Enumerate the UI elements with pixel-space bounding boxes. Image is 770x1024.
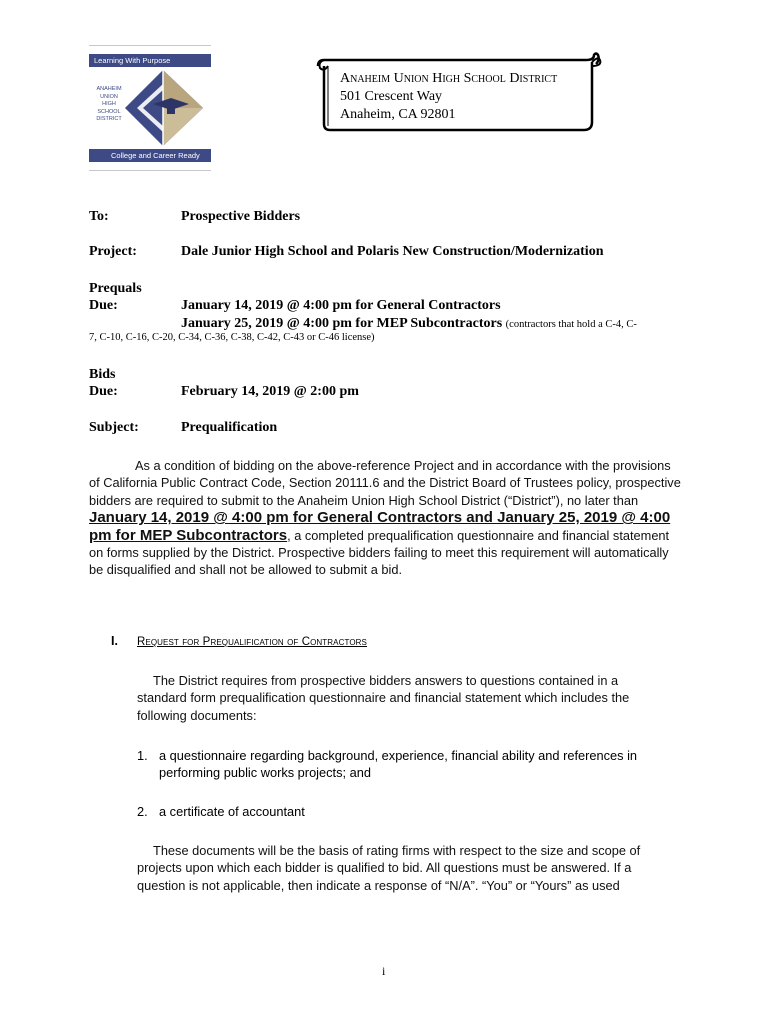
logo-name-line: HIGH <box>102 101 116 107</box>
bids-due-date: February 14, 2019 @ 2:00 pm <box>181 384 359 399</box>
bids-due-label: Due: <box>89 384 118 399</box>
section-title: Request for Prequalification of Contractors <box>137 636 367 648</box>
logo-name-line: UNION <box>100 93 118 100</box>
intro-paragraph <box>89 457 683 579</box>
logo-name-line: ANAHEIM <box>96 86 122 92</box>
bids-label: Bids <box>89 367 116 382</box>
logo-diamond-icon <box>123 68 207 148</box>
basis-paragraph <box>137 842 677 894</box>
section-number: I. <box>111 634 118 648</box>
address-city: Anaheim, CA 92801 <box>340 107 456 122</box>
district-address <box>340 70 557 124</box>
requirements-paragraph <box>137 672 667 724</box>
license-note-end: 7, C-10, C-16, C-20, C-34, C-36, C-38, C-42, C-43 or C-46 license) <box>89 332 375 343</box>
license-note-start: (contractors that hold a C-4, C- <box>505 319 637 330</box>
subject-value: Prequalification <box>181 420 278 435</box>
intro-text-end: , a completed prequalification questionnaire and financial statement on forms supplied by the District. Prospective bidders failing to meet this requirement will automatically be disqualified and shall not be allowed to submit a bid. <box>89 527 670 578</box>
subject-label: Subject: <box>89 420 139 435</box>
list-item-text: a certificate of accountant <box>159 804 305 819</box>
district-logo <box>89 45 211 171</box>
list-item-number: 2. <box>137 804 148 819</box>
prequals-label: Prequals <box>89 281 142 296</box>
list-item-number: 1. <box>137 748 148 763</box>
prequals-mep-text: January 25, 2019 @ 4:00 pm for MEP Subcontractors <box>181 316 503 331</box>
intro-text-start: As a condition of bidding on the above-reference Project and in accordance with the provisions of California Public Contract Code, Section 20111.6 and the District Board of Trustees policy, prospective bidders are required to submit to the Anaheim Union High School District (“District”), no later than <box>89 458 681 508</box>
logo-tagline-top: Learning With Purpose <box>89 54 211 67</box>
prequals-gc-date: January 14, 2019 @ 4:00 pm for General Contractors <box>181 298 501 313</box>
address-organization: Anaheim Union High School District <box>340 71 558 86</box>
deadline-emphasis: January 14, 2019 @ 4:00 pm for General Contractors and January 25, 2019 @ 4:00 pm for MEP Subcontractors <box>89 509 671 544</box>
basis-text: These documents will be the basis of rating firms with respect to the size and scope of projects upon which each bidder is qualified to bid. All questions must be answered. If a question is not applicable, then indicate a response of “N/A”. “You” or “Yours” as used <box>137 843 641 893</box>
requirements-text: The District requires from prospective bidders answers to questions contained in a standard form prequalification questionnaire and financial statement which includes the following documents: <box>137 673 630 723</box>
project-label: Project: <box>89 244 137 259</box>
logo-tagline-bottom: College and Career Ready <box>89 149 211 162</box>
address-street: 501 Crescent Way <box>340 89 443 104</box>
logo-name-line: SCHOOL <box>97 108 121 115</box>
logo-name-line: DISTRICT <box>96 116 122 122</box>
to-value: Prospective Bidders <box>181 209 301 224</box>
list-item-text: a questionnaire regarding background, experience, financial ability and references in performing public works projects; and <box>159 748 638 781</box>
logo-district-name <box>93 86 125 124</box>
page-number: i <box>382 964 386 978</box>
prequals-due-label: Due: <box>89 298 118 313</box>
project-value: Dale Junior High School and Polaris New Construction/Modernization <box>181 244 604 259</box>
to-label: To: <box>89 209 109 224</box>
